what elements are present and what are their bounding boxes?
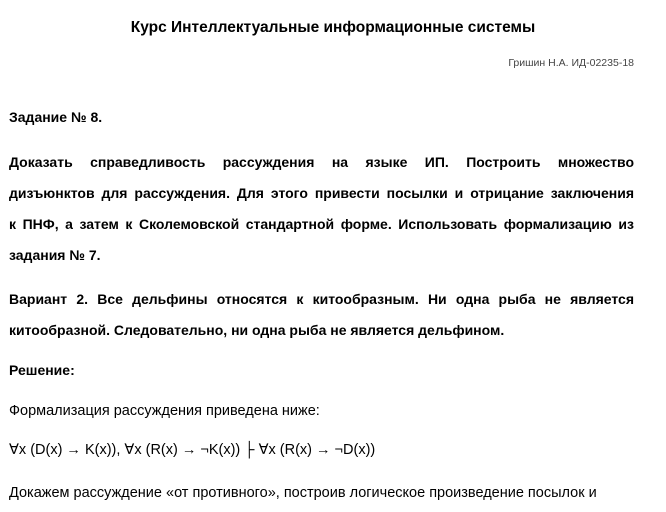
task-description bbox=[9, 147, 634, 271]
document-title: Курс Интеллектуальные информационные системы bbox=[130, 19, 536, 36]
variant-text-line: Вариант 2. Все дельфины относятся к китообразным. Ни одна рыба не является bbox=[9, 291, 634, 307]
solution-heading: Решение: bbox=[9, 362, 75, 378]
variant-text bbox=[9, 284, 634, 346]
author-line: Гришин Н.А. ИД-02235-18 bbox=[508, 57, 634, 69]
formalization-intro: Формализация рассуждения приведена ниже: bbox=[9, 403, 320, 419]
task-heading: Задание № 8. bbox=[9, 109, 103, 125]
task-description-line: к ПНФ, а затем к Сколемовской стандартной форме. Использовать формализацию из bbox=[9, 216, 634, 232]
proof-start-text: Докажем рассуждение «от противного», построив логическое произведение посылок и bbox=[9, 485, 597, 501]
task-description-line: Доказать справедливость рассуждения на языке ИП. Построить множество bbox=[9, 154, 634, 170]
task-description-line: задания № 7. bbox=[9, 247, 101, 263]
task-description-line: дизъюнктов для рассуждения. Для этого привести посылки и отрицание заключения bbox=[9, 185, 634, 201]
variant-text-line: китообразной. Следовательно, ни одна рыба не является дельфином. bbox=[9, 322, 505, 338]
formalization-formula: ∀x (D(x) → K(x)), ∀x (R(x) → ¬K(x)) ├ ∀x (R(x) → ¬D(x)) bbox=[9, 442, 376, 458]
